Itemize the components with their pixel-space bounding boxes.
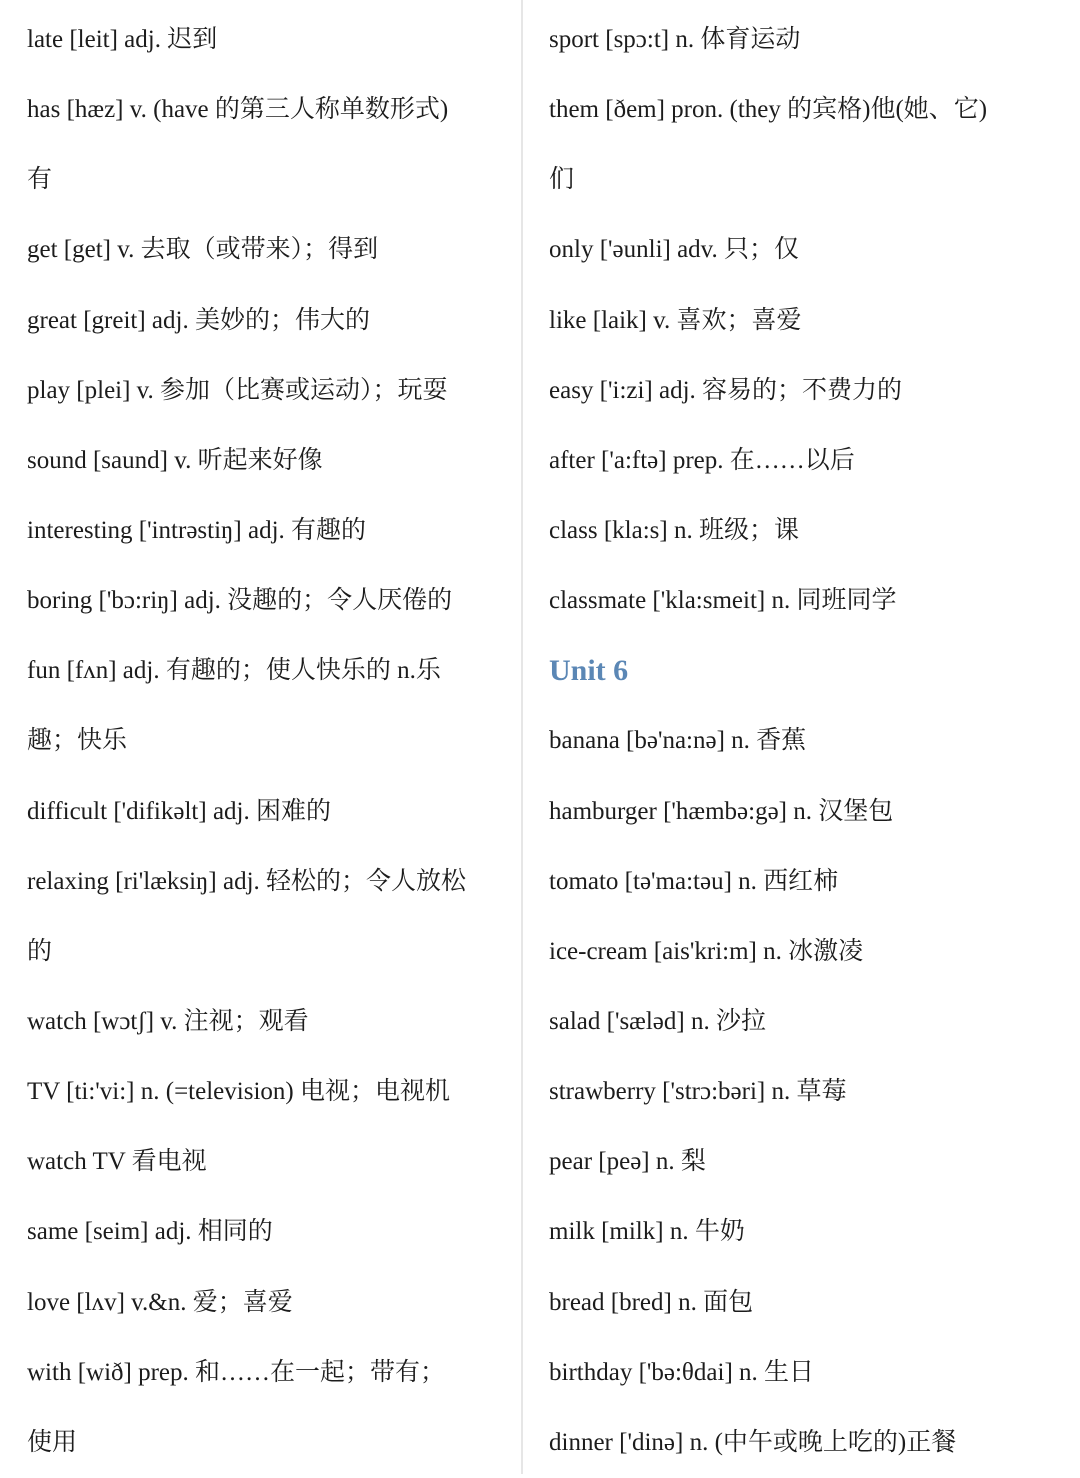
vocab-line: relaxing [ri'læksiŋ] adj. 轻松的；令人放松 — [27, 867, 467, 895]
vocab-line: great [greit] adj. 美妙的；伟大的 — [27, 306, 370, 334]
column-divider — [521, 0, 523, 1474]
vocab-line: love [lʌv] v.&n. 爱；喜爱 — [27, 1288, 293, 1316]
vocab-line: sound [saund] v. 听起来好像 — [27, 446, 323, 474]
vocab-line: strawberry ['strɔ:bəri] n. 草莓 — [549, 1078, 847, 1106]
vocab-line: late [leit] adj. 迟到 — [27, 26, 218, 53]
vocab-line: milk [milk] n. 牛奶 — [549, 1218, 745, 1246]
vocab-line: 使用 — [27, 1428, 78, 1456]
vocab-line: birthday ['bə:θdai] n. 生日 — [549, 1358, 815, 1386]
vocab-line: banana [bə'na:nə] n. 香蕉 — [549, 727, 807, 755]
vocab-line: difficult ['difikəlt] adj. 困难的 — [27, 797, 331, 825]
vocab-line: with [wið] prep. 和……在一起；带有； — [27, 1358, 446, 1386]
vocab-line: 有 — [27, 166, 53, 194]
vocab-line: after ['a:ftə] prep. 在……以后 — [549, 446, 855, 474]
unit-heading: Unit 6 — [549, 654, 629, 688]
vocab-line: has [hæz] v. (have 的第三人称单数形式) — [27, 96, 449, 124]
vocab-line: get [get] v. 去取（或带来）；得到 — [27, 236, 379, 264]
vocab-line: class [kla:s] n. 班级；课 — [549, 516, 799, 544]
vocab-line: sport [spɔ:t] n. 体育运动 — [549, 26, 801, 53]
vocab-line: tomato [tə'ma:təu] n. 西红柿 — [549, 867, 839, 895]
vocab-line: play [plei] v. 参加（比赛或运动）；玩耍 — [27, 376, 448, 404]
vocab-line: like [laik] v. 喜欢；喜爱 — [549, 306, 802, 334]
vocab-line: bread [bred] n. 面包 — [549, 1288, 754, 1316]
vocab-line: watch TV 看电视 — [27, 1148, 207, 1176]
vocab-line: pear [peə] n. 梨 — [549, 1148, 706, 1176]
vocab-line: them [ðem] pron. (they 的宾格)他(她、它) — [549, 96, 988, 124]
vocab-line: interesting ['intrəstiŋ] adj. 有趣的 — [27, 516, 367, 544]
vocab-line: 趣；快乐 — [27, 727, 128, 755]
vocab-line: only ['əunli] adv. 只；仅 — [549, 236, 800, 264]
vocab-line: classmate ['kla:smeit] n. 同班同学 — [549, 587, 897, 615]
left-column — [27, 5, 517, 1478]
vocab-line: TV [ti:'vi:] n. (=television) 电视；电视机 — [27, 1078, 450, 1106]
vocab-line: ice-cream [ais'kri:m] n. 冰激凌 — [549, 937, 864, 965]
vocab-line: easy ['i:zi] adj. 容易的；不费力的 — [549, 376, 903, 404]
vocab-line: same [seim] adj. 相同的 — [27, 1218, 273, 1246]
vocab-line: 们 — [549, 166, 575, 194]
vocab-line: boring ['bɔ:riŋ] adj. 没趣的；令人厌倦的 — [27, 587, 453, 615]
vocab-line: fun [fʌn] adj. 有趣的；使人快乐的 n.乐 — [27, 657, 441, 685]
vocab-line: dinner ['dinə] n. (中午或晚上吃的)正餐 — [549, 1428, 957, 1456]
vocab-line: hamburger ['hæmbə:gə] n. 汉堡包 — [549, 797, 894, 825]
vocab-line: salad ['sæləd] n. 沙拉 — [549, 1007, 766, 1035]
vocab-line: watch [wɔtʃ] v. 注视；观看 — [27, 1007, 309, 1035]
vocab-line: 的 — [27, 937, 53, 965]
right-column — [549, 5, 1049, 1478]
